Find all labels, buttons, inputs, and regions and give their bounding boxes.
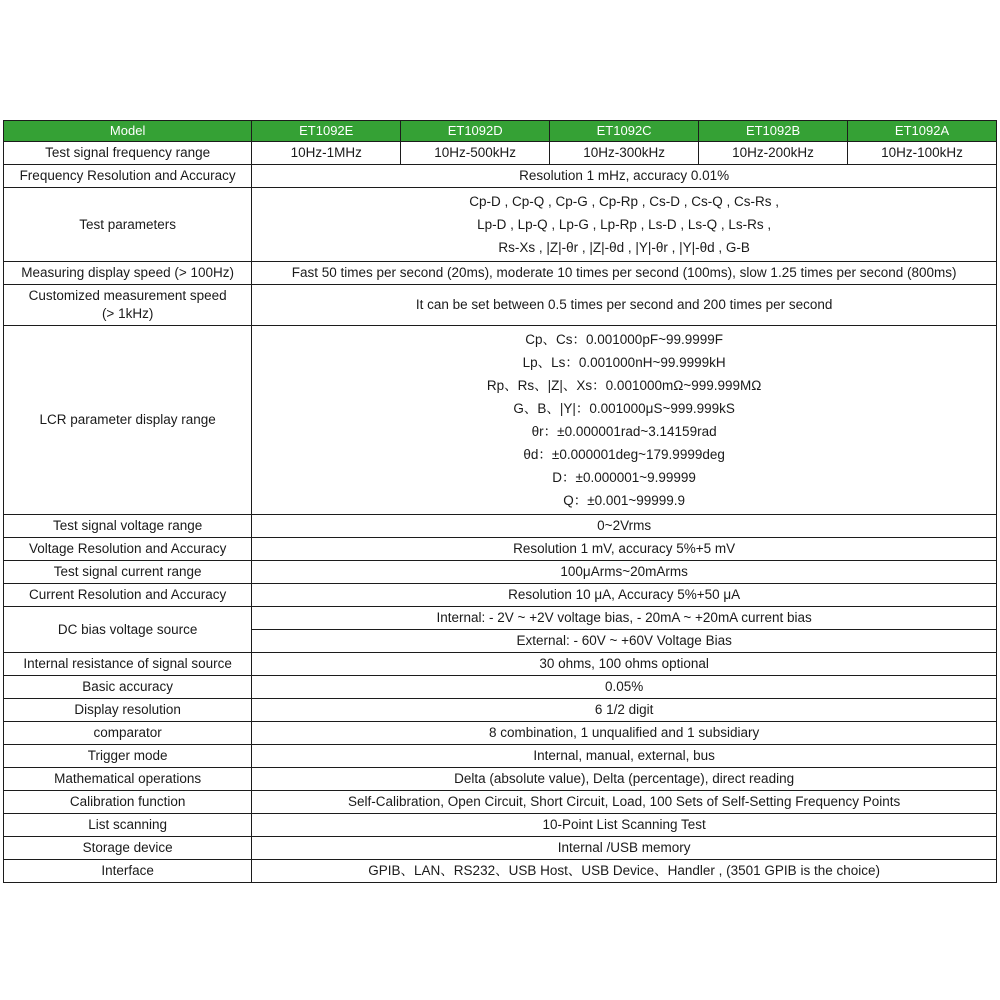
row-freq-resolution <box>4 165 997 188</box>
spec-value: Internal: - 2V ~ +2V voltage bias, - 20mA ~ +20mA current bias <box>252 607 997 630</box>
row-trigger-mode <box>4 745 997 768</box>
spec-value: 30 ohms, 100 ohms optional <box>252 653 997 676</box>
spec-label: List scanning <box>4 814 252 837</box>
row-list-scanning <box>4 814 997 837</box>
header-row <box>4 121 997 142</box>
model-name-et1092b: ET1092B <box>699 121 848 142</box>
spec-value: 6 1/2 digit <box>252 699 997 722</box>
row-voltage-range <box>4 515 997 538</box>
model-header-cell: Model <box>4 121 252 142</box>
spec-value: Fast 50 times per second (20ms), moderate 10 times per second (100ms), slow 1.25 times per second (800ms) <box>252 262 997 285</box>
spec-label: Voltage Resolution and Accuracy <box>4 538 252 561</box>
spec-value: Internal /USB memory <box>252 837 997 860</box>
spec-label-line: Customized measurement speed <box>28 288 227 303</box>
spec-label: Display resolution <box>4 699 252 722</box>
spec-value: Resolution 10 μA, Accuracy 5%+50 μA <box>252 584 997 607</box>
spec-label: Calibration function <box>4 791 252 814</box>
spec-value-line: Lp-D , Lp-Q , Lp-G , Lp-Rp , Ls-D , Ls-Q , Ls-Rs , <box>477 217 772 232</box>
spec-label-line: (> 1kHz) <box>101 306 154 321</box>
spec-label: comparator <box>4 722 252 745</box>
row-internal-resistance <box>4 653 997 676</box>
spec-value-line: Cp、Cs：0.001000pF~99.9999F <box>525 332 723 347</box>
row-customized-speed <box>4 285 997 326</box>
spec-value <box>252 188 997 262</box>
spec-label: Test signal current range <box>4 561 252 584</box>
row-dc-bias-internal <box>4 607 997 630</box>
spec-value-line: Lp、Ls：0.001000nH~99.9999kH <box>522 355 726 370</box>
spec-label: Trigger mode <box>4 745 252 768</box>
spec-value: It can be set between 0.5 times per second and 200 times per second <box>252 285 997 326</box>
spec-label: Frequency Resolution and Accuracy <box>4 165 252 188</box>
row-voltage-resolution <box>4 538 997 561</box>
row-basic-accuracy <box>4 676 997 699</box>
spec-value-line: D：±0.000001~9.99999 <box>552 470 696 485</box>
model-name-et1092d: ET1092D <box>401 121 550 142</box>
spec-label: Measuring display speed (> 100Hz) <box>4 262 252 285</box>
row-comparator <box>4 722 997 745</box>
spec-value: Self-Calibration, Open Circuit, Short Circuit, Load, 100 Sets of Self-Setting Frequency Points <box>252 791 997 814</box>
spec-value-line: Rs-Xs , |Z|-θr , |Z|-θd , |Y|-θr , |Y|-θd , G-B <box>498 240 750 255</box>
spec-label: Current Resolution and Accuracy <box>4 584 252 607</box>
model-name-et1092e: ET1092E <box>252 121 401 142</box>
spec-label: Basic accuracy <box>4 676 252 699</box>
spec-value-line: Rp、Rs、|Z|、Xs：0.001000mΩ~999.999MΩ <box>486 378 762 393</box>
spec-value-line: θr：±0.000001rad~3.14159rad <box>531 424 717 439</box>
row-interface <box>4 860 997 883</box>
frequency-range-value: 10Hz-100kHz <box>848 142 997 165</box>
spec-value: 10-Point List Scanning Test <box>252 814 997 837</box>
spec-value-line: θd：±0.000001deg~179.9999deg <box>523 447 725 462</box>
spec-value: 100μArms~20mArms <box>252 561 997 584</box>
row-math-operations <box>4 768 997 791</box>
spec-value: 0.05% <box>252 676 997 699</box>
model-name-et1092a: ET1092A <box>848 121 997 142</box>
row-test-parameters <box>4 188 997 262</box>
spec-value: Resolution 1 mHz, accuracy 0.01% <box>252 165 997 188</box>
frequency-range-value: 10Hz-500kHz <box>401 142 550 165</box>
spec-label: Storage device <box>4 837 252 860</box>
spec-value: 0~2Vrms <box>252 515 997 538</box>
row-frequency-range <box>4 142 997 165</box>
row-display-resolution <box>4 699 997 722</box>
spec-value: Internal, manual, external, bus <box>252 745 997 768</box>
model-name-et1092c: ET1092C <box>550 121 699 142</box>
row-current-resolution <box>4 584 997 607</box>
spec-value: Resolution 1 mV, accuracy 5%+5 mV <box>252 538 997 561</box>
row-storage-device <box>4 837 997 860</box>
frequency-range-value: 10Hz-1MHz <box>252 142 401 165</box>
spec-value: External: - 60V ~ +60V Voltage Bias <box>252 630 997 653</box>
frequency-range-value: 10Hz-300kHz <box>550 142 699 165</box>
spec-label: Test signal frequency range <box>4 142 252 165</box>
spec-value-line: G、B、|Y|：0.001000μS~999.999kS <box>513 401 735 416</box>
row-lcr-display-range <box>4 326 997 515</box>
spec-label: DC bias voltage source <box>4 607 252 653</box>
spec-value-line: Cp-D , Cp-Q , Cp-G , Cp-Rp , Cs-D , Cs-Q , Cs-Rs , <box>469 194 780 209</box>
lcr-meter-spec-table <box>3 120 997 883</box>
spec-label <box>4 285 252 326</box>
spec-value: GPIB、LAN、RS232、USB Host、USB Device、Handler , (3501 GPIB is the choice) <box>252 860 997 883</box>
frequency-range-value: 10Hz-200kHz <box>699 142 848 165</box>
row-current-range <box>4 561 997 584</box>
spec-label: Mathematical operations <box>4 768 252 791</box>
spec-label: Test signal voltage range <box>4 515 252 538</box>
spec-label: LCR parameter display range <box>4 326 252 515</box>
row-measuring-speed <box>4 262 997 285</box>
spec-value-line: Q：±0.001~99999.9 <box>563 493 686 508</box>
spec-value <box>252 326 997 515</box>
row-calibration <box>4 791 997 814</box>
spec-label: Test parameters <box>4 188 252 262</box>
spec-value: 8 combination, 1 unqualified and 1 subsidiary <box>252 722 997 745</box>
spec-label: Internal resistance of signal source <box>4 653 252 676</box>
spec-label: Interface <box>4 860 252 883</box>
spec-value: Delta (absolute value), Delta (percentage), direct reading <box>252 768 997 791</box>
